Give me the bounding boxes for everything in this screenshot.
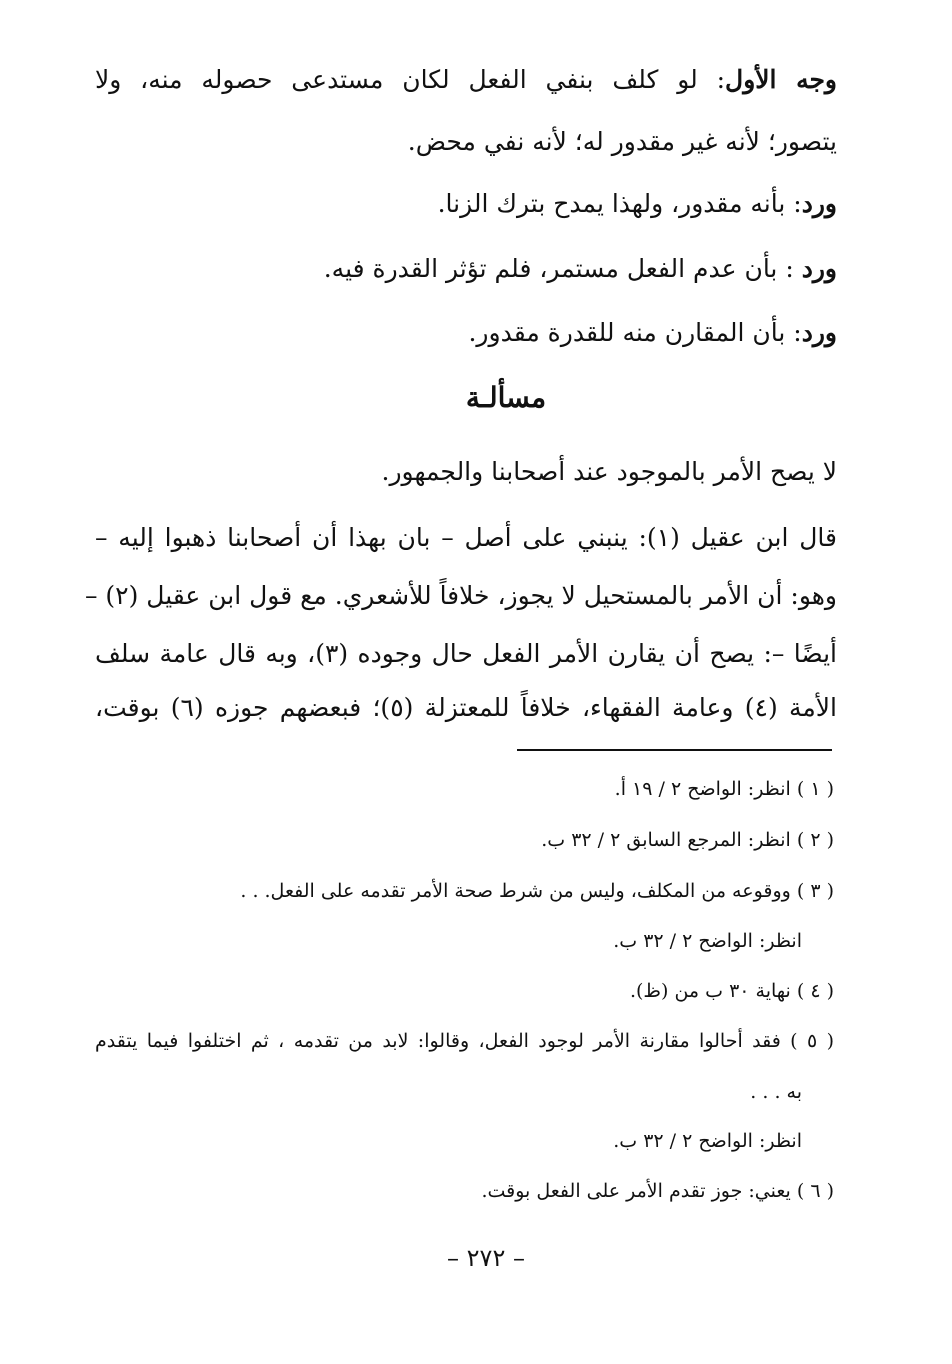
para2-line4: الأمة (٤) وعامة الفقهاء، خلافاً للمعتزلة (٥)؛ فبعضهم جوزه (٦) بوقت، [95,693,837,722]
footnote-separator [517,749,832,751]
rebuttal-3-text: : بأن المقارن منه للقدرة مقدور. [468,318,802,347]
footnote-1: ( ١ ) انظر: الواضح ٢ / ١٩ أ. [614,778,834,800]
para1-line1-text: : لو كلف بنفي الفعل لكان مستدعى حصوله منه، ولا [95,65,726,94]
footnote-3-source: انظر: الواضح ٢ / ٣٢ ب. [613,930,802,952]
footnote-5: ( ٥ ) فقد أحالوا مقارنة الأمر لوجود الفعل، وقالوا: لابد من تقدمه ، ثم اختلفوا فيما يتقدم [95,1030,834,1052]
rebuttal-2 [324,251,837,287]
footnote-3: ( ٣ ) ووقوعه من المكلف، وليس من شرط صحة الأمر تقدمه على الفعل. . . [240,880,834,902]
footnote-5-source: انظر: الواضح ٢ / ٣٢ ب. [613,1130,802,1152]
section-heading: مسألـة [465,381,547,414]
rebuttal-3 [468,315,837,351]
para1-line1 [95,62,837,98]
rebuttal-1 [438,186,837,222]
rebuttal-1-label: ورد [801,189,837,218]
rebuttal-2-text: : بأن عدم الفعل مستمر، فلم تؤثر القدرة فيه. [323,254,802,283]
para1-line2: يتصور؛ لأنه غير مقدور له؛ لأنه نفي محض. [407,127,837,156]
statement: لا يصح الأمر بالموجود عند أصحابنا والجمهور. [381,457,837,486]
rebuttal-2-label: ورد [801,254,837,283]
para1-label: وجه الأول [725,65,837,94]
rebuttal-1-text: : بأنه مقدور، ولهذا يمدح بترك الزنا. [437,189,802,218]
para2-line2: وهو: أن الأمر بالمستحيل لا يجوز، خلافاً للأشعري. مع قول ابن عقيل (٢) – [84,581,837,610]
rebuttal-3-label: ورد [801,318,837,347]
page-number: – ٢٧٢ – [447,1244,525,1272]
para2-line1: قال ابن عقيل (١): ينبني على أصل – بان بهذا أن أصحابنا ذهبوا إليه – [95,523,837,552]
footnote-6: ( ٦ ) يعني: جوز تقدم الأمر على الفعل بوقت. [481,1180,834,1202]
para2-line3: أيضًا –: يصح أن يقارن الأمر الفعل حال وجوده (٣)، وبه قال عامة سلف [95,639,837,668]
footnote-2: ( ٢ ) انظر: المرجع السابق ٢ / ٣٢ ب. [541,829,834,851]
footnote-5-continuation: به . . . [750,1081,802,1103]
footnote-4: ( ٤ ) نهاية ٣٠ ب من (ظ). [629,980,834,1002]
